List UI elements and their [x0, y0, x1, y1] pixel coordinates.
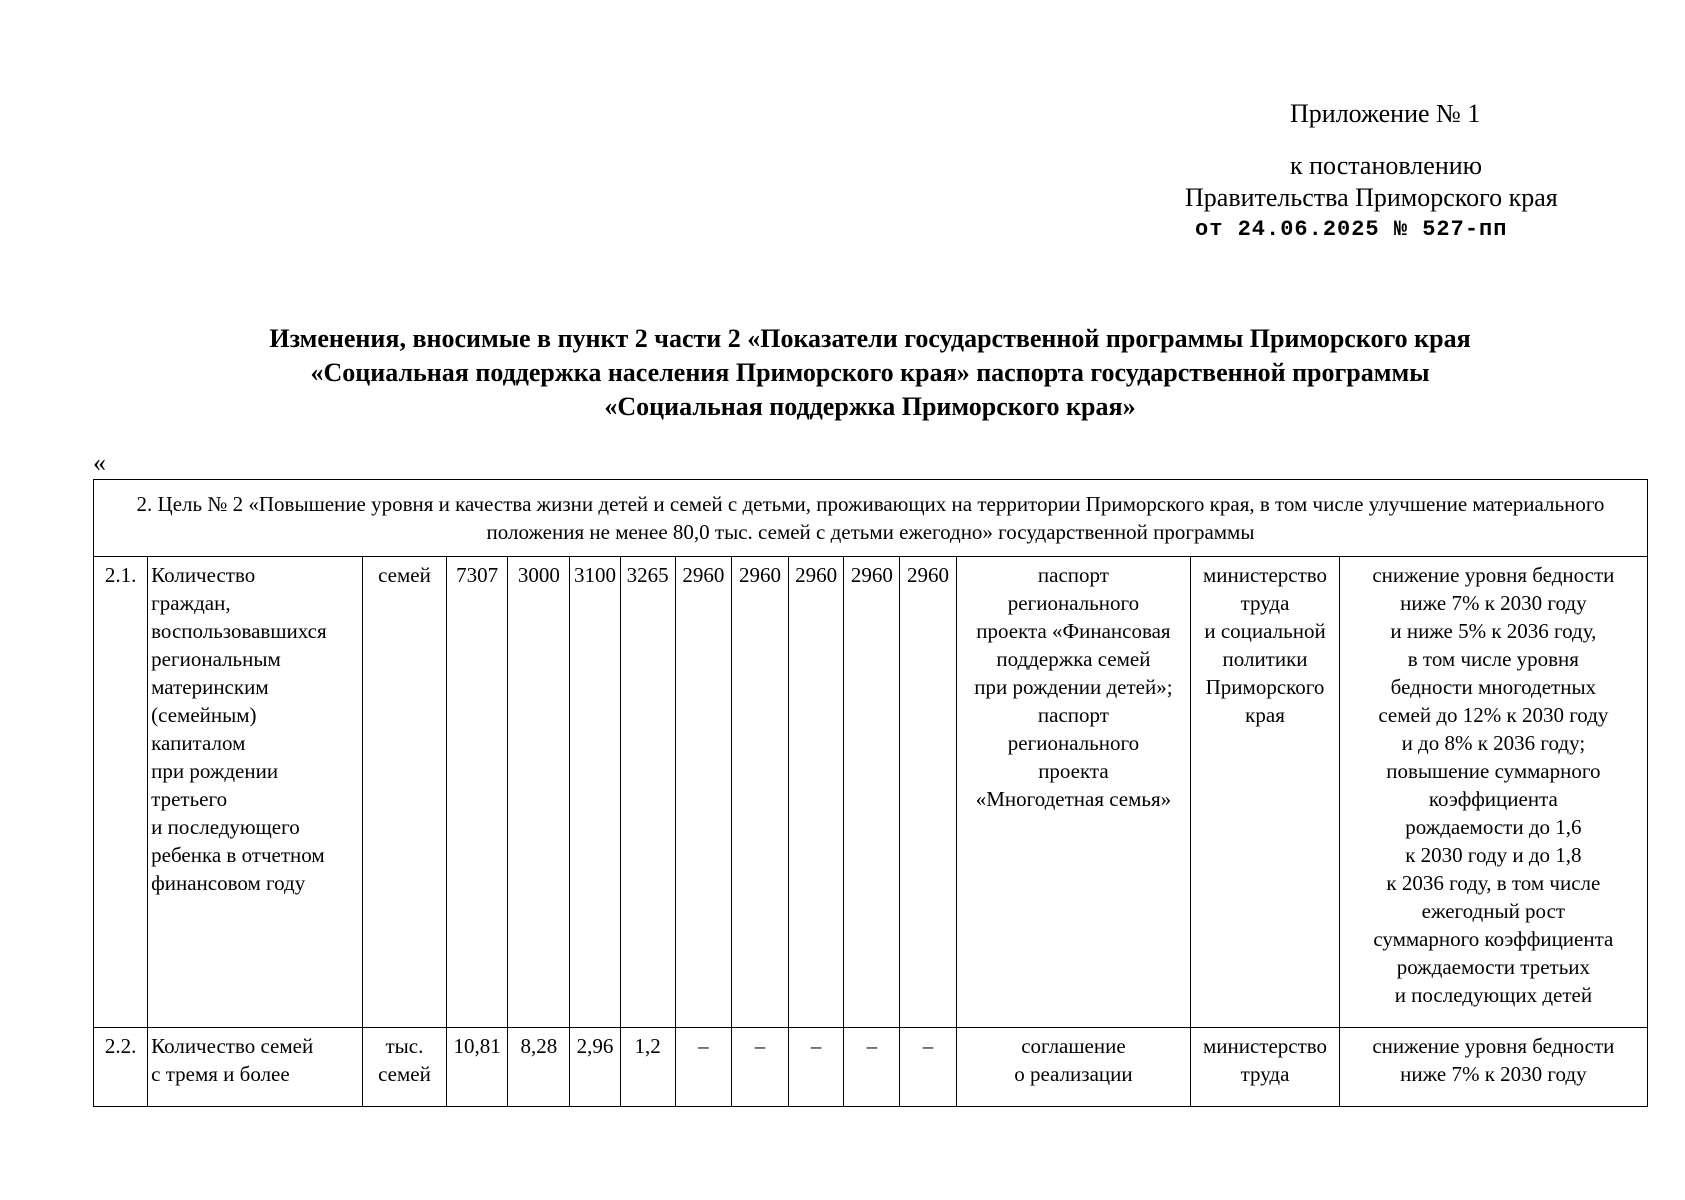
responsible-cell: министерство труда	[1191, 1028, 1339, 1107]
unit-cell: семей	[362, 557, 446, 1028]
title-line-2: «Социальная поддержка населения Приморского края» паспорта государственной программы	[310, 358, 1430, 387]
value-cell: –	[844, 1028, 900, 1107]
appendix-government: Правительства Приморского края	[1185, 183, 1558, 212]
goal-text: 2. Цель № 2 «Повышение уровня и качества жизни детей и семей с детьми, проживающих на территории Приморского края, в том числе улучшение материального положения не менее 80,0 тыс. семей с детьми ежегодно» государственной программы	[94, 480, 1648, 557]
value-cell: 2960	[844, 557, 900, 1028]
result-cell: снижение уровня бедности ниже 7% к 2030 году и ниже 5% к 2036 году, в том числе уровня бедности многодетных семей до 12% к 2030 году и до 8% к 2036 году; повышение суммарного коэффициента рождаемости до 1,6 к 2030 году и до 1,8 к 2036 году, в том числе ежегодный рост суммарного коэффициента рождаемости третьих и последующих детей	[1339, 557, 1647, 1028]
goal-row	[94, 480, 1648, 557]
value-cell: 8,28	[508, 1028, 570, 1107]
value-cell: 2960	[675, 557, 731, 1028]
appendix-date-number: от 24.06.2025 № 527-пп	[1195, 217, 1508, 242]
title-line-1: Изменения, вносимые в пункт 2 части 2 «Показатели государственной программы Приморского края	[269, 324, 1471, 353]
value-cell: 2960	[731, 557, 788, 1028]
source-cell: паспорт регионального проекта «Финансовая поддержка семей при рождении детей»; паспорт регионального проекта «Многодетная семья»	[956, 557, 1191, 1028]
value-cell: –	[675, 1028, 731, 1107]
row-number: 2.1.	[94, 557, 148, 1028]
value-cell: 10,81	[447, 1028, 508, 1107]
source-cell: соглашение о реализации	[956, 1028, 1191, 1107]
value-cell: –	[789, 1028, 844, 1107]
value-cell: 2,96	[570, 1028, 620, 1107]
value-cell: 3000	[508, 557, 570, 1028]
result-cell: снижение уровня бедности ниже 7% к 2030 году	[1339, 1028, 1647, 1107]
unit-cell: тыс. семей	[362, 1028, 446, 1107]
responsible-cell: министерство труда и социальной политики Приморского края	[1191, 557, 1339, 1028]
table-row	[94, 1028, 1648, 1107]
value-cell: 2960	[900, 557, 956, 1028]
value-cell: 1,2	[620, 1028, 675, 1107]
table-row	[94, 557, 1648, 1028]
row-number: 2.2.	[94, 1028, 148, 1107]
value-cell: 7307	[447, 557, 508, 1028]
appendix-to-resolution: к постановлению	[1290, 151, 1483, 180]
appendix-number: Приложение № 1	[1290, 99, 1481, 128]
indicator-name: Количество семей с тремя и более	[148, 1028, 363, 1107]
appendix-header	[1150, 98, 1630, 246]
value-cell: –	[731, 1028, 788, 1107]
value-cell: 2960	[789, 557, 844, 1028]
indicator-name: Количество граждан, воспользовавшихся региональным материнским (семейным) капиталом при рождении третьего и последующего ребенка в отчетном финансовом году	[148, 557, 363, 1028]
document-title	[150, 322, 1590, 424]
indicators-table	[93, 479, 1648, 1107]
value-cell: 3265	[620, 557, 675, 1028]
title-line-3: «Социальная поддержка Приморского края»	[604, 392, 1136, 421]
value-cell: –	[900, 1028, 956, 1107]
opening-quote: «	[93, 448, 106, 477]
value-cell: 3100	[570, 557, 620, 1028]
